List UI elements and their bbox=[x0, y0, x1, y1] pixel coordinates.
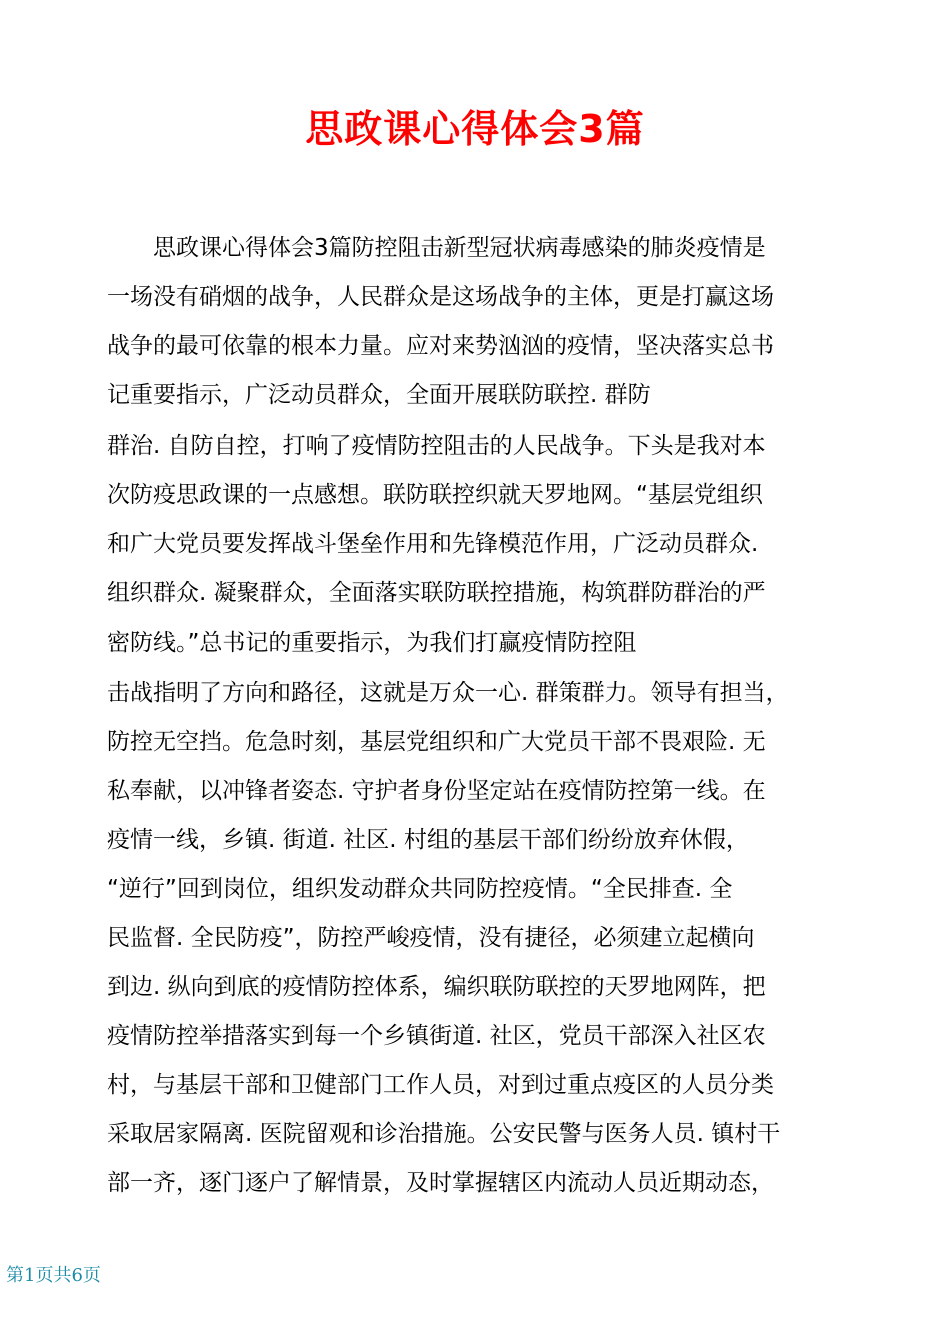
text-line: 部一齐，逐门逐户了解情景，及时掌握辖区内流动人员近期动态， bbox=[107, 1170, 774, 1196]
text-line: 私奉献，以冲锋者姿态. 守护者身份坚定站在疫情防控第一线。在 bbox=[107, 778, 766, 804]
document-title: 思政课心得体会3篇 bbox=[305, 107, 645, 151]
text-line: “逆行”回到岗位，组织发动群众共同防控疫情。“全民排查. 全 bbox=[107, 876, 733, 902]
text-line: 疫情防控举措落实到每一个乡镇街道. 社区，党员干部深入社区农 bbox=[107, 1023, 766, 1049]
text-line: 到边. 纵向到底的疫情防控体系，编织联防联控的天罗地网阵，把 bbox=[107, 974, 766, 1000]
text-line: 击战指明了方向和路径，这就是万众一心. 群策群力。领导有担当， bbox=[107, 680, 789, 706]
text-line: 疫情一线，乡镇. 街道. 社区. 村组的基层干部们纷纷放弃休假， bbox=[107, 827, 749, 853]
text-line: 群治. 自防自控，打响了疫情防控阻击的人民战争。下头是我对本 bbox=[107, 433, 766, 459]
text-line: 组织群众. 凝聚群众，全面落实联防联控措施，构筑群防群治的严 bbox=[107, 580, 766, 606]
text-line: 记重要指示，广泛动员群众，全面开展联防联控. 群防 bbox=[107, 382, 651, 408]
text-line: 密防线。”总书记的重要指示，为我们打赢疫情防控阻 bbox=[107, 630, 637, 656]
text-line: 村，与基层干部和卫健部门工作人员，对到过重点疫区的人员分类 bbox=[107, 1072, 774, 1098]
text-line: 战争的最可依靠的根本力量。应对来势汹汹的疫情，坚决落实总书 bbox=[107, 333, 774, 359]
text-line: 采取居家隔离. 医院留观和诊治措施。公安民警与医务人员. 镇村干 bbox=[107, 1121, 781, 1147]
text-line: 和广大党员要发挥战斗堡垒作用和先锋模范作用，广泛动员群众. bbox=[107, 531, 759, 557]
page-number-footer: 第1页共6页 bbox=[6, 1265, 101, 1286]
text-line: 防控无空挡。危急时刻，基层党组织和广大党员干部不畏艰险. 无 bbox=[107, 729, 766, 755]
text-line: 民监督. 全民防疫”，防控严峻疫情，没有捷径，必须建立起横向 bbox=[107, 925, 755, 951]
text-line: 次防疫思政课的一点感想。联防联控织就天罗地网。“基层党组织 bbox=[107, 482, 763, 508]
text-line: 思政课心得体会3篇防控阻击新型冠状病毒感染的肺炎疫情是 bbox=[107, 235, 766, 261]
text-line: 一场没有硝烟的战争，人民群众是这场战争的主体，更是打赢这场 bbox=[107, 284, 774, 310]
